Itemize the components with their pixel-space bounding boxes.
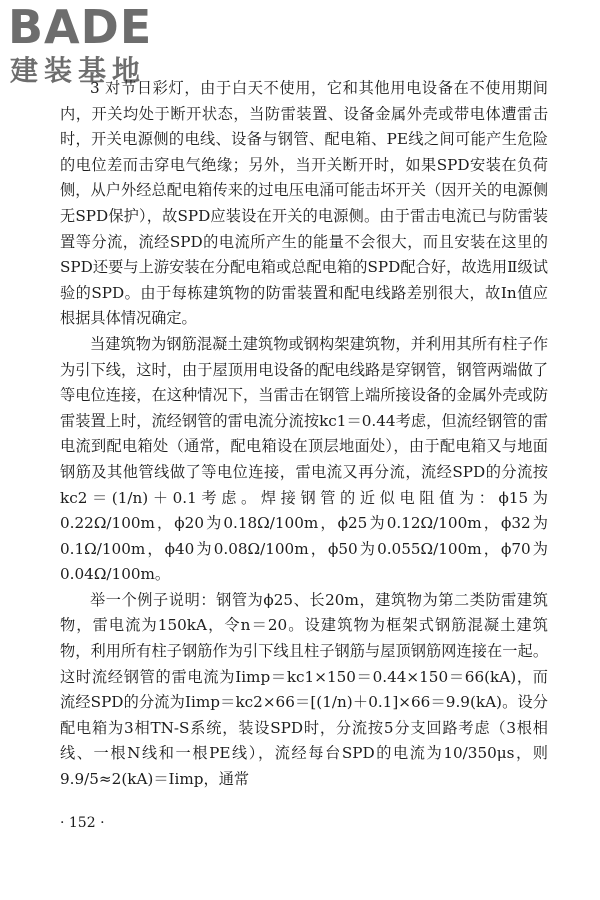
- logo-subtitle: 建装基地: [10, 54, 147, 87]
- paragraph-3: 举一个例子说明：钢管为ϕ25、长20m，建筑物为第二类防雷建筑物，雷电流为150kA，令n＝20。设建筑物为框架式钢筋混凝土建筑物，利用所有柱子钢筋作为引下线且柱子钢筋与屋顶钢筋网连接在一起。这时流经钢管的雷电流为Iimp＝kc1×150＝0.44×150＝66(kA)，而流经SPD的分流为Iimp＝kc2×66＝[(1/n)＋0.1]×66＝9.9(kA)。设分配电箱为3相TN-S系统，装设SPD时，分流按5分支回路考虑（3根相线、一根N线和一根PE线），流经每台SPD的电流为10/350μs，则9.9/5≈2(kA)＝Iimp，通常: [60, 590, 548, 789]
- page-number: · 152 ·: [60, 815, 105, 831]
- paragraph-2: 当建筑物为钢筋混凝土建筑物或钢构架建筑物，并利用其所有柱子作为引下线，这时，由于屋顶用电设备的配电线路是穿钢管，钢管两端做了等电位连接，在这种情况下，当雷击在钢管上端所接设备的金属外壳或防雷装置上时，流经钢管的雷电流分流按kc1＝0.44考虑，但流经钢管的雷电流到配电箱处（通常，配电箱设在顶层地面处），由于配电箱又与地面钢筋及其他管线做了等电位连接，雷电流又再分流，流经SPD的分流按kc2＝(1/n)＋0.1考虑。焊接钢管的近似电阻值为：ϕ15为0.22Ω/100m，ϕ20为0.18Ω/100m，ϕ25为0.12Ω/100m，ϕ32为0.1Ω/100m，ϕ40为0.08Ω/100m，ϕ50为0.055Ω/100m，ϕ70为0.04Ω/100m。: [60, 334, 548, 584]
- page-body: [60, 76, 548, 793]
- logo-wordmark: BADE: [8, 0, 153, 54]
- paragraph-1: 3 对节日彩灯，由于白天不使用，它和其他用电设备在不使用期间内，开关均处于断开状态，当防雷装置、设备金属外壳或带电体遭雷击时，开关电源侧的电线、设备与钢管、配电箱、PE线之间可能产生危险的电位差而击穿电气绝缘；另外，当开关断开时，如果SPD安装在负荷侧，从户外经总配电箱传来的过电压电涌可能击坏开关（因开关的电源侧无SPD保护），故SPD应装设在开关的电源侧。由于雷击电流已与防雷装置等分流，流经SPD的电流所产生的能量不会很大，而且安装在这里的SPD还要与上游安装在分配电箱或总配电箱的SPD配合好，故选用Ⅱ级试验的SPD。由于每栋建筑物的防雷装置和配电线路差别很大，故In值应根据具体情况确定。: [60, 79, 548, 328]
